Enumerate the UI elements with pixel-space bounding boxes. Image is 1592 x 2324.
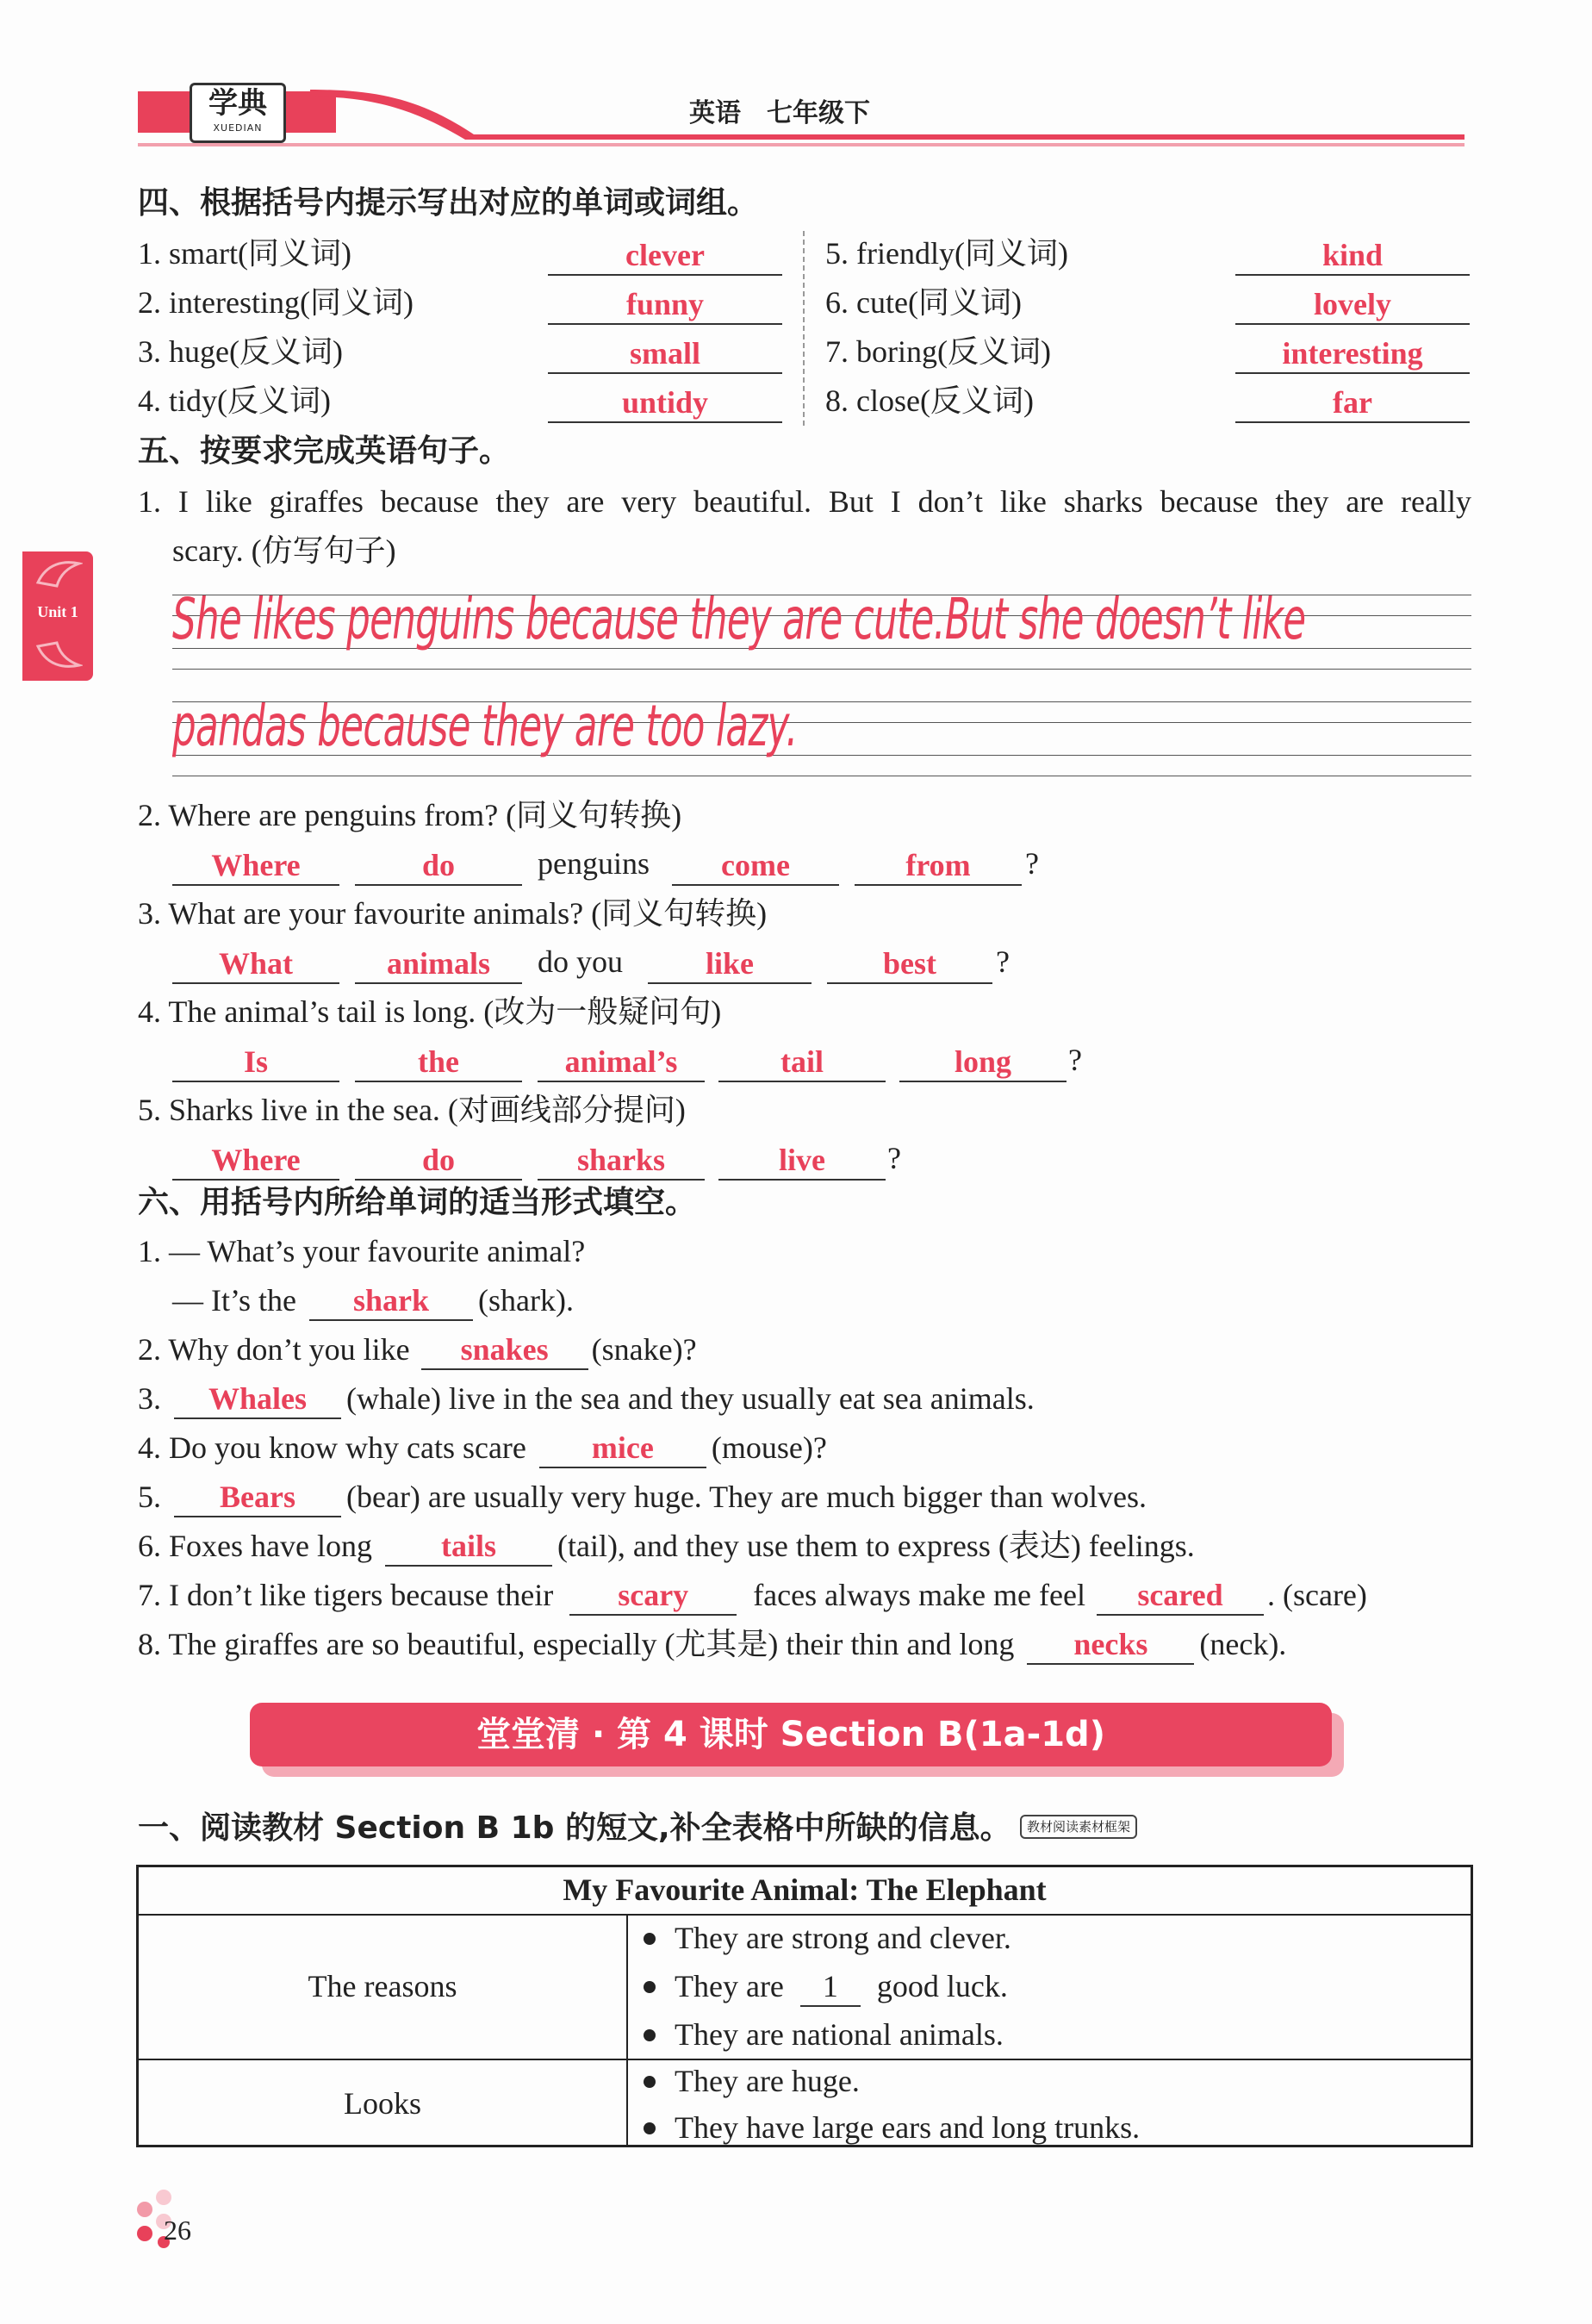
- bullet-icon: [644, 2029, 656, 2041]
- sec4-q7: 7. boring(反义词): [825, 334, 1051, 369]
- logo-box: [190, 83, 286, 143]
- sec5-q5-a2: do: [355, 1141, 522, 1181]
- sec5-q5-a1: Where: [172, 1141, 339, 1181]
- table-title: My Favourite Animal: The Elephant: [563, 1872, 1047, 1907]
- bullet-icon: [644, 1933, 656, 1945]
- sec6-q1b: [172, 1281, 574, 1321]
- sec5-q2-a1: Where: [172, 846, 339, 886]
- sec5-q3-qmark: ?: [996, 944, 1010, 979]
- sec6-q5-post: (bear) are usually very huge. They are much bigger than wolves.: [346, 1480, 1147, 1514]
- sec5-q5-a4: live: [718, 1141, 886, 1181]
- sec4-a4: untidy: [548, 383, 782, 423]
- side-tab: [22, 551, 93, 681]
- write-line: [172, 669, 1471, 670]
- sec5-q4-a5: long: [899, 1043, 1067, 1082]
- sec4-a2: funny: [548, 285, 782, 325]
- sec6-q7-ans1: scary: [569, 1576, 737, 1616]
- sec6-q4-post: (mouse)?: [711, 1430, 827, 1465]
- sec5-q2-word: penguins: [538, 846, 650, 881]
- sec5-title: 五、按要求完成英语句子。: [138, 433, 511, 469]
- sec6-q7-post: . (scare): [1266, 1578, 1367, 1612]
- sec6-q2-ans: snakes: [421, 1330, 588, 1370]
- sec4-q3: 3. huge(反义词): [138, 334, 343, 369]
- sec6-q2: [138, 1330, 697, 1370]
- sec5-q4-a2: the: [355, 1043, 522, 1082]
- sec5-q2-a4: from: [855, 846, 1022, 886]
- sec4-a5: kind: [1235, 236, 1470, 276]
- banner-text: 堂堂清 · 第 4 课时 Section B(1a-1d): [476, 1715, 1105, 1754]
- sec6-q8: [138, 1625, 1286, 1665]
- sec6-q5-pre: 5.: [138, 1480, 161, 1514]
- sec6-q3-pre: 3.: [138, 1381, 161, 1416]
- sec6-q7-pre: 7. I don’t like tigers because their: [138, 1578, 554, 1612]
- sec5-q2-a3: come: [672, 846, 839, 886]
- sec5-q3: 3. What are your favourite animals? (同义句转换): [138, 896, 768, 931]
- sec5-q1-answer-line1: She likes penguins because they are cute.But she doesn’t like: [172, 586, 1306, 652]
- sec4-divider: [803, 231, 805, 426]
- row1-item3: They are national animals.: [644, 2016, 1004, 2053]
- row2-item1: They are huge.: [644, 2062, 860, 2100]
- sec6-q1-ans: shark: [309, 1281, 473, 1321]
- sec6-q1b-post: (shark).: [477, 1283, 574, 1318]
- sec4-q5: 5. friendly(同义词): [825, 236, 1068, 271]
- sec5-q3-a3: like: [648, 944, 812, 984]
- sec6-q8-ans: necks: [1027, 1625, 1194, 1665]
- sec6-q6-post: (tail), and they use them to express (表达) feelings.: [557, 1529, 1195, 1563]
- row2-label: Looks: [344, 2086, 421, 2121]
- sec5-q4-a3: animal’s: [538, 1043, 705, 1082]
- header: [138, 83, 1465, 152]
- sec6-q3-post: (whale) live in the sea and they usually eat sea animals.: [346, 1381, 1035, 1416]
- sec4-a1: clever: [548, 236, 782, 276]
- side-tab-label: Unit 1: [37, 603, 78, 620]
- sec5-q4-a1: Is: [172, 1043, 339, 1082]
- sec5-q2-a2: do: [355, 846, 522, 886]
- sec6-q2-pre: 2. Why don’t you like: [138, 1332, 410, 1367]
- sec4-q6: 6. cute(同义词): [825, 285, 1022, 320]
- sec6-q7-ans2: scared: [1097, 1576, 1264, 1616]
- row1-item1: They are strong and clever.: [644, 1919, 1011, 1957]
- sec6-q6-ans: tails: [385, 1527, 552, 1567]
- sec6-q8-post: (neck).: [1199, 1627, 1287, 1661]
- wing-icon: [34, 557, 83, 591]
- row1-label: The reasons: [308, 1969, 457, 2003]
- sec5-q1-line1: 1. I like giraffes because they are very beautiful. But I don’t like sharks because they are really: [138, 484, 1471, 519]
- sec5-q4: 4. The animal’s tail is long. (改为一般疑问句): [138, 994, 722, 1029]
- sec4-q4: 4. tidy(反义词): [138, 383, 331, 418]
- header-subject: 英语 七年级下: [689, 98, 870, 128]
- sec1-title: 一、阅读教材 Section B 1b 的短文,补全表格中所缺的信息。: [138, 1810, 1011, 1846]
- sec5-q3-a4: best: [827, 944, 992, 984]
- sec6-q1a: 1. — What’s your favourite animal?: [138, 1234, 586, 1268]
- sec6-q8-pre: 8. The giraffes are so beautiful, especially (尤其是) their thin and long: [138, 1627, 1015, 1661]
- elephant-table: [136, 1865, 1473, 2147]
- sec5-q1-answer-line2: pandas because they are too lazy.: [172, 693, 798, 759]
- sec6-q2-post: (snake)?: [591, 1332, 697, 1367]
- sec6-q4-ans: mice: [539, 1429, 706, 1468]
- row2-item2: They have large ears and long trunks.: [644, 2109, 1140, 2146]
- sec5-q1-line2: scary. (仿写句子): [172, 533, 396, 568]
- sec4-a3: small: [548, 334, 782, 374]
- sec5-q5-a3: sharks: [538, 1141, 705, 1181]
- sec4-a6: lovely: [1235, 285, 1470, 325]
- sec6-q5-ans: Bears: [174, 1478, 341, 1517]
- logo-en: XUEDIAN: [213, 122, 263, 134]
- bullet-icon: [644, 2122, 656, 2134]
- logo-cn: 学典: [208, 86, 267, 121]
- sec5-q3-a2: animals: [355, 944, 522, 984]
- sec5-q2-qmark: ?: [1025, 846, 1039, 881]
- sec5-q3-a1: What: [172, 944, 339, 984]
- sec4-q1: 1. smart(同义词): [138, 236, 351, 271]
- sec1-tag: 教材阅读素材框架: [1020, 1815, 1137, 1839]
- sec6-q4: [138, 1429, 827, 1468]
- sec5-q2: 2. Where are penguins from? (同义句转换): [138, 798, 682, 832]
- sec5-q4-a4: tail: [718, 1043, 886, 1082]
- page-number: 26: [164, 2215, 191, 2246]
- sec5-q5-qmark: ?: [887, 1141, 901, 1175]
- lesson-banner: [250, 1703, 1344, 1777]
- sec5-q3-word: do you: [538, 944, 623, 979]
- sec6-q5: [138, 1478, 1147, 1517]
- sec6-q7-mid: faces always make me feel: [753, 1578, 1085, 1612]
- sec4-q2: 2. interesting(同义词): [138, 285, 414, 320]
- sec6-q7: [138, 1576, 1367, 1616]
- bullet-icon: [644, 2076, 656, 2088]
- sec4-title: 四、根据括号内提示写出对应的单词或词组。: [138, 185, 759, 221]
- sec5-q4-qmark: ?: [1068, 1043, 1082, 1077]
- sec4-a7: interesting: [1235, 334, 1470, 374]
- sec4-a8: far: [1235, 383, 1470, 423]
- sec6-q6: [138, 1527, 1195, 1567]
- sec6-q3: [138, 1380, 1035, 1419]
- blank-1[interactable]: 1: [800, 1967, 861, 2007]
- sec5-q5: 5. Sharks live in the sea. (对画线部分提问): [138, 1093, 686, 1127]
- bullet-icon: [644, 1981, 656, 1993]
- sec6-q1b-pre: — It’s the: [172, 1283, 296, 1318]
- sec6-q6-pre: 6. Foxes have long: [138, 1529, 372, 1563]
- sec6-title: 六、用括号内所给单词的适当形式填空。: [138, 1185, 697, 1220]
- sec6-q4-pre: 4. Do you know why cats scare: [138, 1430, 526, 1465]
- sec6-q3-ans: Whales: [174, 1380, 341, 1419]
- wing-icon-bottom: [34, 638, 83, 672]
- row1-item2: They are 1 good luck.: [644, 1967, 1008, 2007]
- sec4-q8: 8. close(反义词): [825, 383, 1034, 418]
